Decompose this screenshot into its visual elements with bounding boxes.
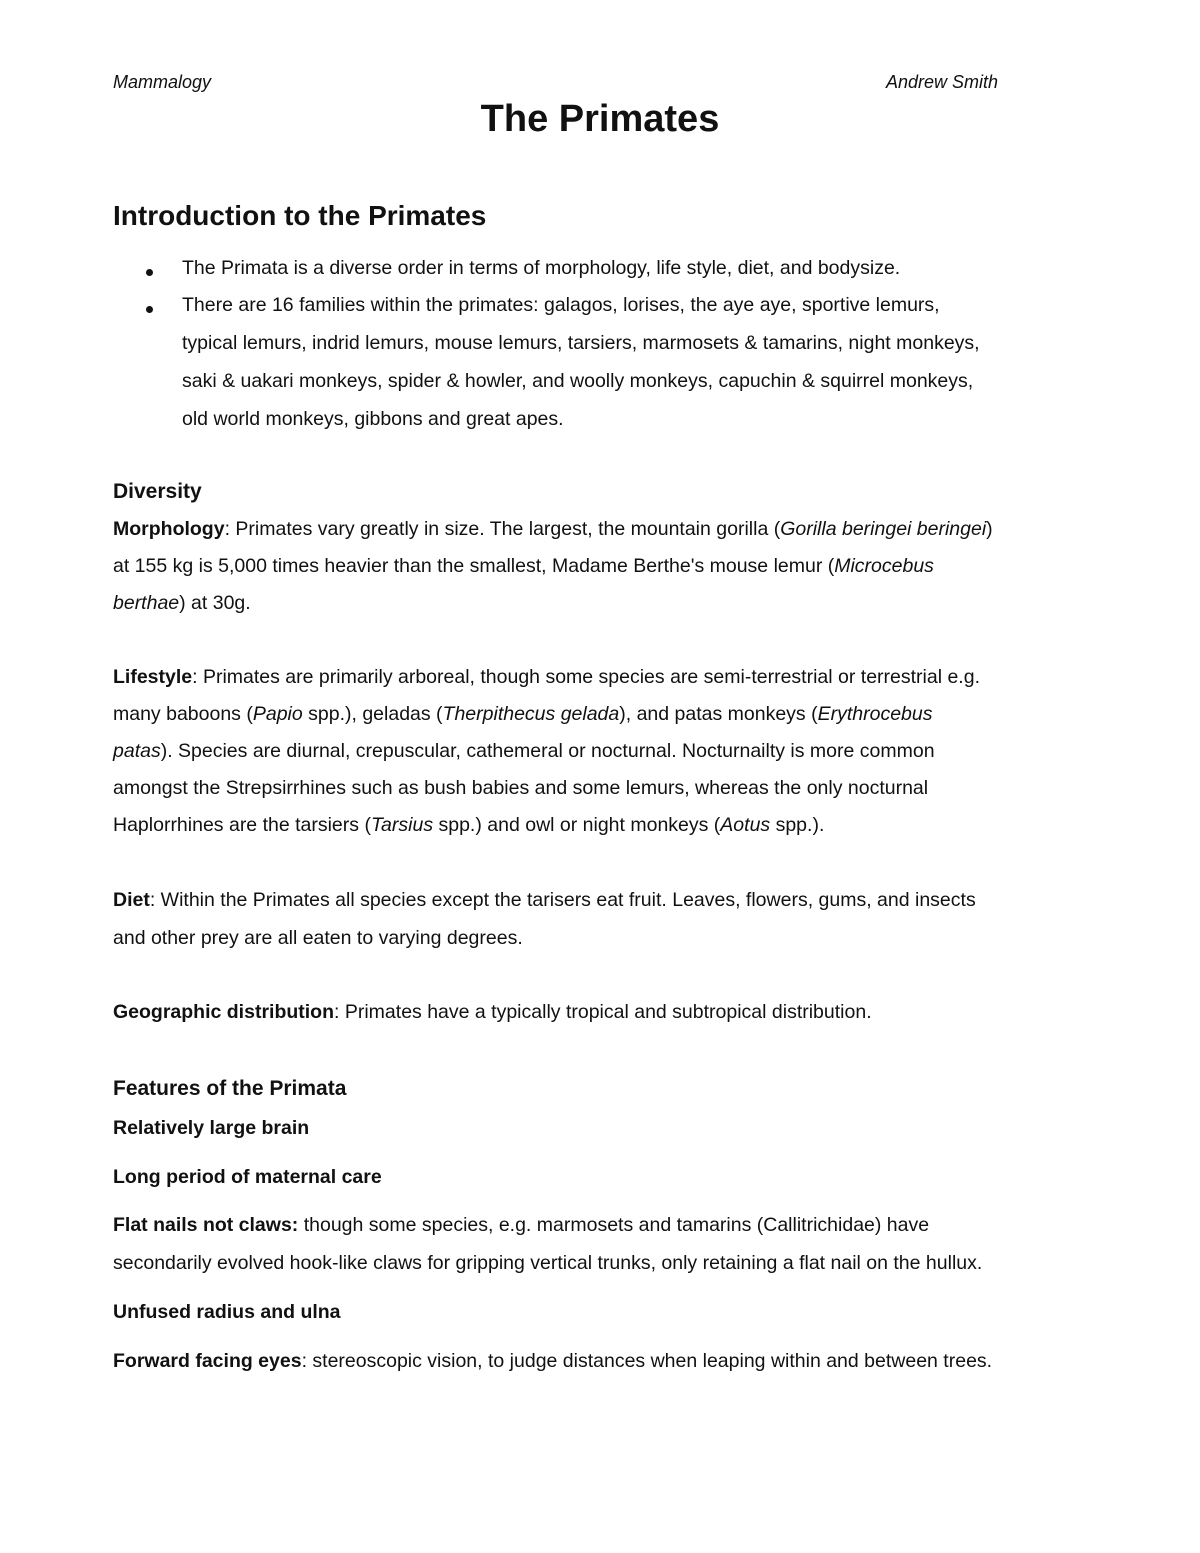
intro-bullet-1: The Primata is a diverse order in terms of morphology, life style, diet, and bodysize.: [182, 257, 901, 279]
species-name: Aotus: [720, 814, 771, 836]
diet-line: [113, 927, 523, 950]
species-name: berthae: [113, 592, 180, 614]
morphology-line: [113, 555, 934, 578]
lifestyle-text: spp.), geladas (: [302, 703, 443, 725]
bullet-icon: [146, 306, 153, 313]
species-name: patas: [113, 740, 161, 762]
morphology-text: at 155 kg is 5,000 times heavier than the smallest, Madame Berthe's mouse lemur (: [113, 555, 835, 577]
morphology-text: ) at 30g.: [179, 592, 251, 614]
species-name: Erythrocebus: [817, 703, 933, 725]
feature-eyes-text: : stereoscopic vision, to judge distances when leaping within and between trees.: [301, 1350, 993, 1372]
feature-nails-line: [113, 1214, 929, 1237]
species-name: Papio: [252, 703, 303, 725]
feature-maternal-label: Long period of maternal care: [113, 1166, 382, 1188]
diet-label: Diet: [113, 889, 150, 911]
header-author: Andrew Smith: [886, 72, 999, 92]
feature-nails-text: though some species, e.g. marmosets and tamarins (Callitrichidae) have: [298, 1214, 930, 1236]
diet-line: [113, 889, 976, 912]
lifestyle-line: [113, 740, 935, 763]
lifestyle-text: many baboons (: [113, 703, 253, 725]
feature-maternal: [113, 1166, 382, 1189]
geo-line: [113, 1001, 872, 1024]
geo-label: Geographic distribution: [113, 1001, 335, 1023]
feature-radius: [113, 1301, 341, 1324]
diversity-heading: Diversity: [113, 480, 202, 503]
feature-radius-label: Unfused radius and ulna: [113, 1301, 341, 1323]
intro-heading: Introduction to the Primates: [113, 200, 487, 231]
lifestyle-text: spp.).: [770, 814, 825, 836]
intro-bullet-2-line: typical lemurs, indrid lemurs, mouse lemurs, tarsiers, marmosets & tamarins, night monkeys,: [182, 332, 980, 354]
diet-text: and other prey are all eaten to varying degrees.: [113, 927, 523, 949]
species-name: Microcebus: [834, 555, 934, 577]
feature-nails-text: secondarily evolved hook-like claws for gripping vertical trunks, only retaining a flat nail on the hullux.: [113, 1252, 983, 1274]
morphology-label: Morphology: [113, 518, 225, 540]
feature-nails-line: [113, 1252, 982, 1275]
lifestyle-text: ). Species are diurnal, crepuscular, cathemeral or nocturnal. Nocturnailty is more common: [160, 740, 935, 762]
species-name: Gorilla beringei beringei: [780, 518, 987, 540]
intro-bullet-2-line: There are 16 families within the primates: galagos, lorises, the aye aye, sportive lemurs,: [182, 294, 940, 316]
features-heading: Features of the Primata: [113, 1077, 347, 1100]
intro-bullet-2-line: old world monkeys, gibbons and great apes.: [182, 408, 564, 430]
morphology-text: : Primates vary greatly in size. The largest, the mountain gorilla (: [224, 518, 781, 540]
species-name: Therpithecus gelada: [442, 703, 620, 725]
lifestyle-text: : Primates are primarily arboreal, though some species are semi-terrestrial or terrestrial e.g.: [192, 666, 980, 688]
morphology-text: ): [986, 518, 993, 540]
lifestyle-text: spp.) and owl or night monkeys (: [433, 814, 721, 836]
species-name: Tarsius: [370, 814, 434, 836]
lifestyle-line: [113, 814, 824, 837]
header-course: Mammalogy: [113, 72, 212, 92]
lifestyle-line: [113, 703, 932, 726]
geo-text: : Primates have a typically tropical and subtropical distribution.: [334, 1001, 872, 1023]
intro-bullet-2-line: saki & uakari monkeys, spider & howler, and woolly monkeys, capuchin & squirrel monkeys,: [182, 370, 974, 392]
feature-eyes-label: Forward facing eyes: [113, 1350, 302, 1372]
feature-eyes-line: [113, 1350, 992, 1373]
lifestyle-line: [113, 777, 928, 800]
lifestyle-label: Lifestyle: [113, 666, 193, 688]
diet-text: : Within the Primates all species except the tarisers eat fruit. Leaves, flowers, gums, and insects: [149, 889, 976, 911]
feature-brain: [113, 1117, 309, 1140]
lifestyle-text: Haplorrhines are the tarsiers (: [113, 814, 371, 836]
lifestyle-text: ), and patas monkeys (: [619, 703, 818, 725]
morphology-line: [113, 518, 993, 541]
lifestyle-text: amongst the Strepsirrhines such as bush babies and some lemurs, whereas the only nocturnal: [113, 777, 929, 799]
bullet-icon: [146, 269, 153, 276]
feature-brain-label: Relatively large brain: [113, 1117, 310, 1139]
feature-nails-label: Flat nails not claws:: [113, 1214, 299, 1236]
lifestyle-line: [113, 666, 980, 689]
morphology-line: [113, 592, 251, 615]
page-title: The Primates: [480, 98, 720, 140]
